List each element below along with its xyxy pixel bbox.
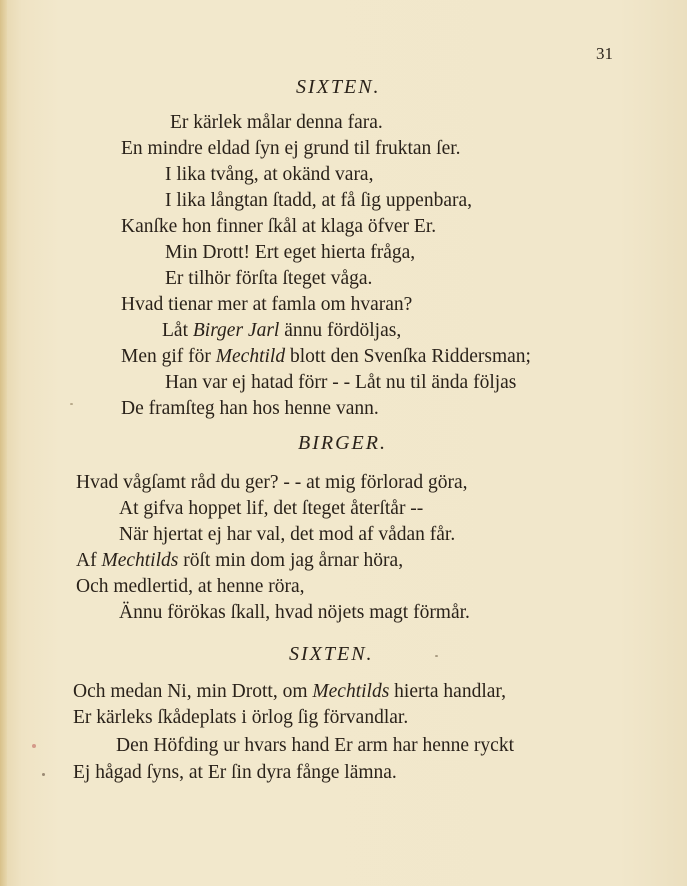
verse-text: hierta handlar,	[389, 681, 507, 702]
verse-line: Min Drott! Ert eget hierta fråga,	[165, 242, 416, 263]
paper-speck	[70, 403, 73, 405]
verse-line-with-name	[162, 318, 401, 344]
verse-line: Er kärlek målar denna fara.	[170, 112, 383, 133]
speaker-heading-birger: BIRGER.	[298, 432, 387, 454]
name-mechtild: Mechtild	[215, 346, 286, 367]
verse-text: röſt min dom jag årnar höra,	[178, 550, 404, 571]
verse-line: En mindre eldad ſyn ej grund til fruktan ſer.	[121, 138, 461, 159]
verse-line: De framſteg han hos henne vann.	[121, 398, 379, 419]
verse-text: blott den Svenſka Riddersman;	[285, 346, 531, 367]
speaker-heading-sixten-2: SIXTEN.	[289, 643, 374, 665]
verse-line-with-name	[121, 344, 531, 370]
verse-text: Låt	[162, 320, 193, 341]
name-birger-jarl: Birger Jarl	[192, 320, 280, 341]
paper-speck	[32, 744, 36, 748]
verse-line: I lika tvång, at okänd vara,	[165, 164, 374, 185]
name-mechtilds: Mechtilds	[101, 550, 179, 571]
verse-line: Kanſke hon finner ſkål at klaga öfver Er.	[121, 216, 437, 237]
verse-line: I lika långtan ſtadd, at få ſig uppenbara,	[165, 190, 473, 211]
verse-line: Ej hågad ſyns, at Er ſin dyra fånge lämna.	[73, 762, 397, 783]
verse-text: Och medan Ni, min Drott, om	[73, 681, 313, 702]
name-mechtilds: Mechtilds	[312, 681, 390, 702]
verse-line: Hvad tienar mer at famla om hvaran?	[121, 294, 413, 315]
verse-line: Ännu förökas ſkall, hvad nöjets magt förmår.	[119, 602, 470, 623]
verse-line: Er tilhör förſta ſteget våga.	[165, 268, 373, 289]
verse-line: Och medlertid, at henne röra,	[76, 576, 305, 597]
verse-line: När hjertat ej har val, det mod af vådan får.	[119, 524, 456, 545]
verse-line: At gifva hoppet lif, det ſteget återſtår --	[119, 498, 424, 519]
page-number: 31	[596, 44, 613, 63]
paper-speck	[435, 655, 438, 657]
speaker-heading-sixten-1: SIXTEN.	[296, 76, 381, 98]
verse-line: Hvad vågſamt råd du ger? - - at mig förlorad göra,	[76, 472, 468, 493]
verse-line: Den Höfding ur hvars hand Er arm har henne ryckt	[116, 735, 514, 756]
verse-line-with-name	[73, 679, 506, 705]
verse-line: Han var ej hatad förr - - Låt nu til ända följas	[165, 372, 517, 393]
verse-line: Er kärleks ſkådeplats i örlog ſig förvandlar.	[73, 707, 409, 728]
paper-speck	[42, 773, 45, 776]
verse-line-with-name	[76, 548, 403, 574]
verse-text: ännu fördöljas,	[279, 320, 402, 341]
verse-text: Af	[76, 550, 102, 571]
verse-text: Men gif för	[121, 346, 216, 367]
